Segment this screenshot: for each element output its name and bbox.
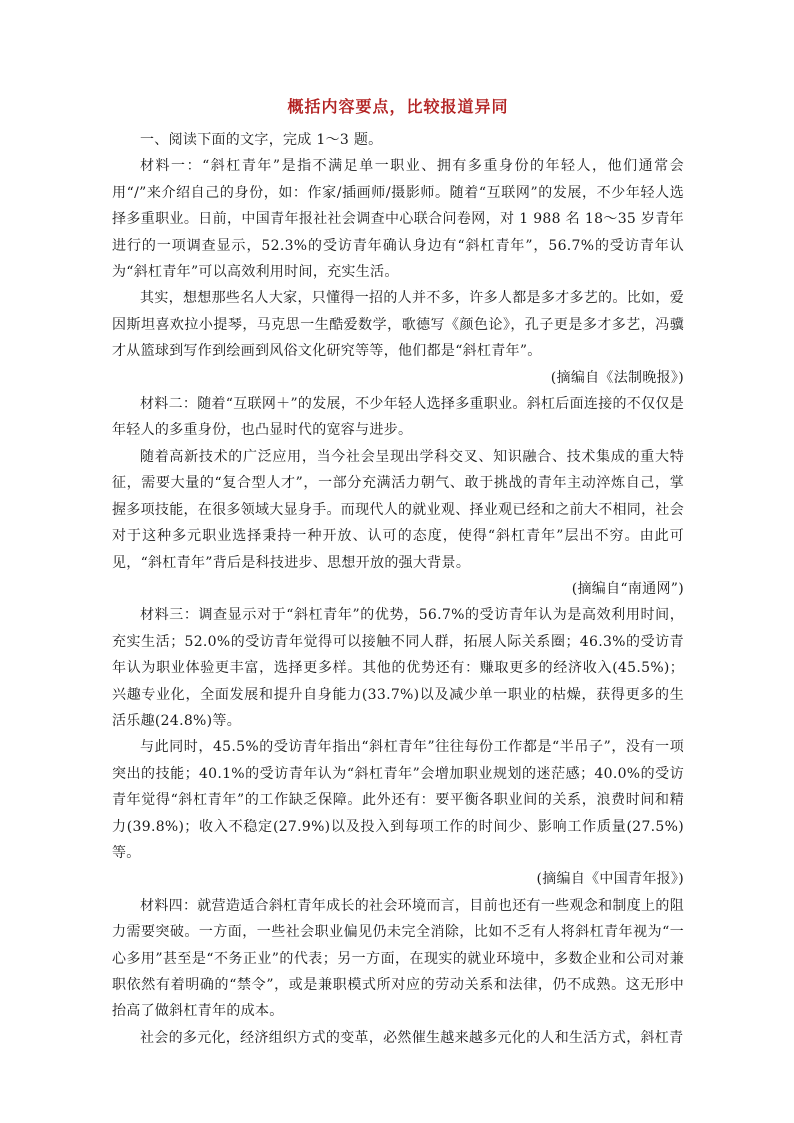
material-four-paragraph-2: 社会的多元化，经济组织方式的变革，必然催生越来越多元化的人和生活方式，斜杠青 (140, 1029, 684, 1046)
material-three-paragraph-2: 与此同时，45.5%的受访青年指出“斜杠青年”往往每份工作都是“半吊子”，没有一项突出的技能；40.1%的受访青年认为“斜杠青年”会增加职业规划的迷茫感；40.0%的受访青年觉得“斜杠青年”的工作缺乏保障。此外还有：要平衡各职业间的关系，浪费时间和精力(39.8%)；收入不稳定(27.9%)以及投入到每项工作的时间少、影响工作质量(27.5%)等。 (112, 739, 684, 861)
material-two-paragraph: 材料二：随着“互联网＋”的发展，不少年轻人选择多重职业。斜杠后面连接的不仅仅是年轻人的多重身份，也凸显时代的宽容与进步。 (112, 396, 685, 439)
material-three-paragraph: 材料三：调查显示对于“斜杠青年”的优势，56.7%的受访青年认为是高效利用时间，充实生活；52.0%的受访青年觉得可以接触不同人群，拓展人际关系圈；46.3%的受访青年认为职业体验更丰富，选择更多样。其他的优势还有：赚取更多的经济收入(45.5%)；兴趣专业化，全面发展和提升自身能力(33.7%)以及减少单一职业的枯燥，获得更多的生活乐趣(24.8%)等。 (112, 607, 684, 729)
material-one-paragraph-2: 其实，想想那些名人大家，只懂得一招的人并不多，许多人都是多才多艺的。比如，爱因斯坦喜欢拉小提琴，马克思一生酷爱数学，歌德写《颜色论》，孔子更是多才多艺，冯骥才从篮球到写作到绘画到风俗文化研究等等，他们都是“斜杠青年”。 (112, 290, 684, 360)
instruction-text: 一、阅读下面的文字，完成 1～3 题。 (140, 132, 383, 148)
material-four-paragraph: 材料四：就营造适合斜杠青年成长的社会环境而言，目前也还有一些观念和制度上的阻力需要突破。一方面，一些社会职业偏见仍未完全消除，比如不乏有人将斜杠青年视为“一心多用”甚至是“不务正业”的代表；另一方面，在现实的就业环境中，多数企业和公司对兼职依然有着明确的“禁令”，或是兼职模式所对应的劳动关系和法律，仍不成熟。这无形中抬高了做斜杠青年的成本。 (112, 897, 684, 1020)
source-citation-3: (摘编自《中国青年报》) (536, 871, 684, 888)
document-page (112, 94, 684, 1051)
material-one-paragraph: 材料一：“斜杠青年”是指不满足单一职业、拥有多重身份的年轻人，他们通常会用“/”来介绍自己的身份，如：作家/插画师/摄影师。随着“互联网”的发展，不少年轻人选择多重职业。日前，中国青年报社社会调查中心联合问卷网，对 1 988 名 18～35 岁青年进行的一项调查显示，52.3%的受访青年确认身边有“斜杠青年”，56.7%的受访青年认为“斜杠青年”可以高效利用时间，充实生活。 (112, 158, 684, 281)
material-two-paragraph-2: 随着高新技术的广泛应用，当今社会呈现出学科交叉、知识融合、技术集成的重大特征，需要大量的“复合型人才”，一部分充满活力朝气、敢于挑战的青年主动淬炼自己，掌握多项技能，在很多领域大显身手。而现代人的就业观、择业观已经和之前大不相同，社会对于这种多元职业选择秉持一种开放、认可的态度，使得“斜杠青年”层出不穷。由此可见，“斜杠青年”背后是科技进步、思想开放的强大背景。 (112, 448, 684, 571)
page-title: 概括内容要点，比较报道异同 (287, 97, 509, 116)
source-citation-2: (摘编自“南通网”) (571, 580, 684, 597)
source-citation-1: (摘编自《法制晚报》) (550, 369, 684, 386)
